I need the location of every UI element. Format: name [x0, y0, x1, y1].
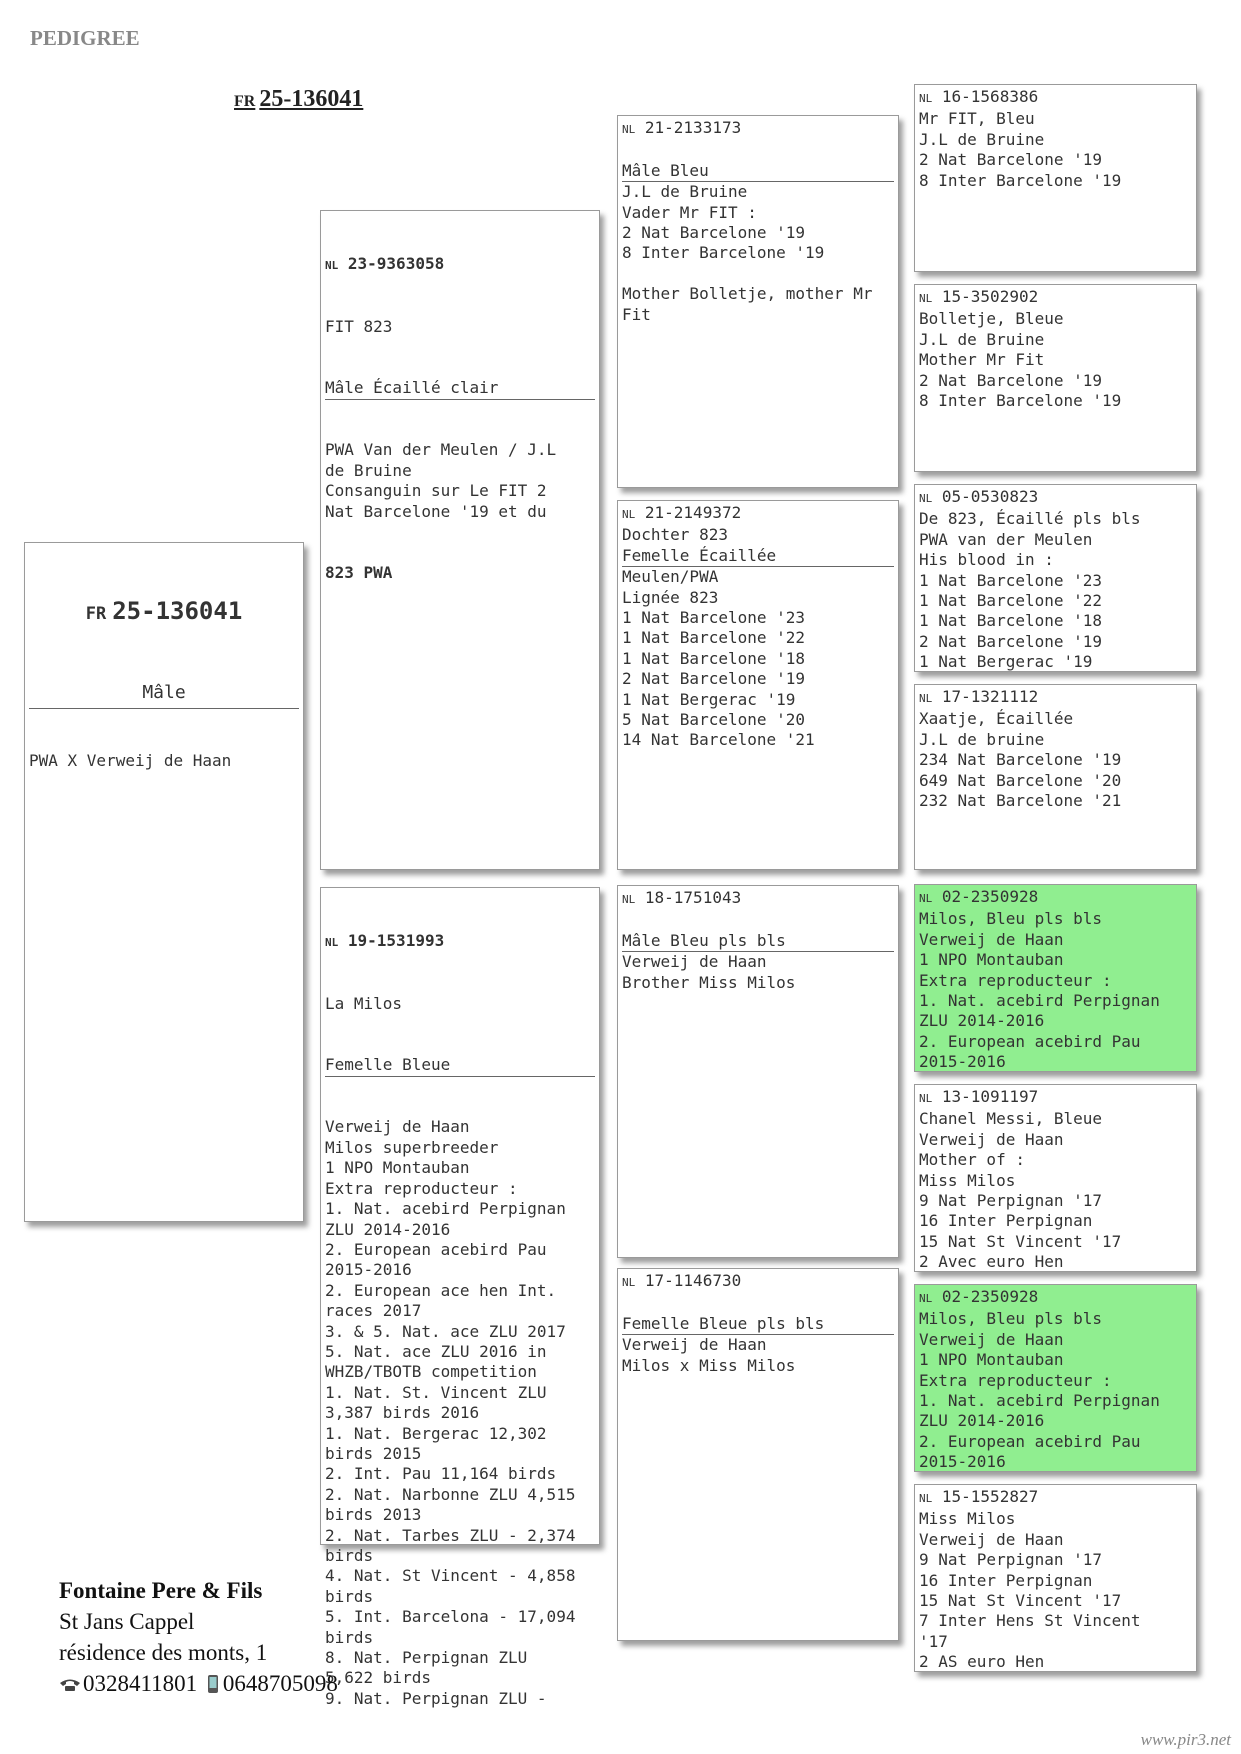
gen2-card[interactable] — [617, 1268, 899, 1641]
sire-note-line: Consanguin sur Le FIT 2 — [325, 481, 547, 501]
dam-note-line: 1. Nat. St. Vincent ZLU — [325, 1382, 547, 1402]
gen3-card[interactable] — [914, 684, 1197, 870]
country-code: NL — [919, 292, 933, 305]
note-line: J.L de Bruine — [919, 329, 1045, 349]
country-code: NL — [919, 1292, 933, 1305]
note-line: ZLU 2014-2016 — [919, 1011, 1045, 1031]
sire-notes — [325, 440, 595, 522]
country-code: NL — [919, 892, 933, 905]
note-line: 16 Inter Perpignan — [919, 1211, 1093, 1231]
country-code: NL — [919, 492, 933, 505]
bird-name — [622, 140, 894, 160]
note-line: 2. European acebird Pau — [919, 1031, 1141, 1051]
country-code: NL — [622, 508, 636, 521]
dam-ring — [325, 931, 595, 953]
note-line: J.L de bruine — [919, 729, 1045, 749]
dam-note-line: Extra reproducteur : — [325, 1178, 518, 1198]
note-line: 2. European acebird Pau — [919, 1431, 1141, 1451]
main-country: FR — [234, 93, 256, 110]
sire-country: NL — [325, 258, 339, 272]
note-line: Milos x Miss Milos — [622, 1355, 796, 1375]
note-line: 2015-2016 — [919, 1052, 1006, 1072]
dam-note-line: 2. European acebird Pau — [325, 1239, 547, 1259]
gen3-card[interactable] — [914, 884, 1197, 1072]
sire-note-line: Nat Barcelone '19 et du — [325, 501, 547, 521]
note-line: 1 Nat Barcelone '23 — [622, 608, 806, 628]
dam-note-line: birds 2013 — [325, 1505, 422, 1525]
bird-color: Mâle Bleu pls bls — [622, 931, 894, 952]
note-line: 1. Nat. acebird Perpignan — [919, 1391, 1160, 1411]
sire-name: FIT 823 — [325, 317, 393, 337]
note-line: 2015-2016 — [919, 1452, 1006, 1472]
note-line: 2 Avec euro Hen — [919, 1252, 1064, 1272]
dam-note-line: birds — [325, 1586, 374, 1606]
ring-number — [622, 1271, 894, 1293]
dam-note-line: 5. Int. Barcelona - 17,094 — [325, 1607, 576, 1627]
gen3-card[interactable] — [914, 284, 1197, 472]
note-line: 2 AS euro Hen — [919, 1652, 1045, 1672]
note-line: Vader Mr FIT : — [622, 202, 757, 222]
dam-note-line: 9. Nat. Perpignan ZLU - — [325, 1688, 547, 1708]
note-line: '17 — [919, 1631, 948, 1651]
dam-note-line: 1 NPO Montauban — [325, 1158, 470, 1178]
ring-number — [622, 888, 894, 910]
note-line: 1. Nat. acebird Perpignan — [919, 991, 1160, 1011]
ring-number — [919, 887, 1192, 909]
note-line: 9 Nat Perpignan '17 — [919, 1191, 1103, 1211]
note-line: 2 Nat Barcelone '19 — [622, 223, 806, 243]
sire-card[interactable] — [320, 210, 600, 870]
gen3-card[interactable] — [914, 1084, 1197, 1272]
note-line: Miss Milos — [919, 1170, 1016, 1190]
ring-number — [919, 1287, 1192, 1309]
note-line: 14 Nat Barcelone '21 — [622, 730, 815, 750]
dam-note-line: 5,622 birds — [325, 1668, 431, 1688]
note-line: Bolletje, Bleue — [919, 309, 1064, 329]
dam-country: NL — [325, 935, 339, 949]
country-code: NL — [919, 92, 933, 105]
ring-value: 21-2149372 — [644, 503, 742, 522]
note-line: Extra reproducteur : — [919, 970, 1112, 990]
dam-number: 19-1531993 — [347, 930, 445, 950]
note-line: 1 Nat Bergerac '19 — [919, 652, 1093, 672]
owner-block — [59, 1575, 338, 1699]
dam-note-line: 1. Nat. acebird Perpignan — [325, 1199, 566, 1219]
note-line: Mother Bolletje, mother Mr — [622, 284, 873, 304]
note-line: Verweij de Haan — [622, 1335, 767, 1355]
dam-card[interactable] — [320, 887, 600, 1708]
note-line: J.L de Bruine — [919, 129, 1045, 149]
note-line: Verweij de Haan — [622, 952, 767, 972]
note-line: 2 Nat Barcelone '19 — [919, 631, 1103, 651]
page-title: PEDIGREE — [30, 26, 140, 50]
ring-value: 02-2350928 — [941, 1287, 1039, 1306]
ring-number — [919, 87, 1192, 109]
note-line: De 823, Écaillé pls bls — [919, 509, 1141, 529]
note-line: 8 Inter Barcelone '19 — [919, 391, 1122, 411]
ring-value: 05-0530823 — [941, 487, 1039, 506]
note-line: 8 Inter Barcelone '19 — [919, 170, 1122, 190]
ring-value: 15-1552827 — [941, 1487, 1039, 1506]
subject-sex: Mâle — [29, 678, 299, 709]
ring-number — [622, 118, 894, 140]
subject-ring — [29, 594, 299, 631]
dam-notes — [325, 1117, 595, 1709]
note-line: PWA van der Meulen — [919, 529, 1093, 549]
dam-color: Femelle Bleue — [325, 1055, 595, 1076]
ring-value: 21-2133173 — [644, 118, 742, 137]
ring-value: 18-1751043 — [644, 888, 742, 907]
mobile-number[interactable]: 0648705098 — [222, 1671, 338, 1696]
ring-number — [919, 1487, 1192, 1509]
note-line: Fit — [622, 304, 651, 324]
gen3-card[interactable] — [914, 84, 1197, 272]
note-line: 2 Nat Barcelone '19 — [919, 150, 1103, 170]
note-line: Verweij de Haan — [919, 1529, 1064, 1549]
sire-number: 23-9363058 — [347, 253, 445, 273]
subject-description: PWA X Verweij de Haan — [29, 751, 232, 771]
owner-address: résidence des monts, 1 — [59, 1640, 268, 1665]
dam-note-line: WHZB/TBOTB competition — [325, 1362, 537, 1382]
bird-color: Femelle Bleue pls bls — [622, 1314, 894, 1335]
ring-number — [919, 287, 1192, 309]
gen2-card[interactable] — [617, 885, 899, 1258]
note-line: Mr FIT, Bleu — [919, 109, 1035, 129]
note-line: 15 Nat St Vincent '17 — [919, 1591, 1122, 1611]
dam-note-line: 4. Nat. St Vincent - 4,858 — [325, 1566, 576, 1586]
owner-name: Fontaine Pere & Fils — [59, 1578, 263, 1603]
note-line: Lignée 823 — [622, 587, 719, 607]
note-line: Xaatje, Écaillée — [919, 709, 1074, 729]
note-line: 7 Inter Hens St Vincent — [919, 1611, 1141, 1631]
note-line: Brother Miss Milos — [622, 972, 796, 992]
note-line: 1 Nat Barcelone '18 — [919, 611, 1103, 631]
note-line: 16 Inter Perpignan — [919, 1570, 1093, 1590]
dam-note-line: birds 2015 — [325, 1443, 422, 1463]
note-line: 234 Nat Barcelone '19 — [919, 750, 1122, 770]
dam-name: La Milos — [325, 994, 403, 1014]
note-line: Extra reproducteur : — [919, 1370, 1112, 1390]
note-line: Mother of : — [919, 1150, 1025, 1170]
dam-note-line: 8. Nat. Perpignan ZLU — [325, 1648, 528, 1668]
note-line: J.L de Bruine — [622, 182, 748, 202]
dam-note-line: 5. Nat. ace ZLU 2016 in — [325, 1341, 547, 1361]
note-line: 1 NPO Montauban — [919, 950, 1064, 970]
ring-value: 13-1091197 — [941, 1087, 1039, 1106]
dam-note-line: 3. & 5. Nat. ace ZLU 2017 — [325, 1321, 566, 1341]
gen3-card[interactable] — [914, 1484, 1197, 1672]
sire-notes-bold: 823 PWA — [325, 562, 393, 582]
country-code: NL — [919, 1492, 933, 1505]
note-line: Mother Mr Fit — [919, 350, 1045, 370]
note-line: Chanel Messi, Bleue — [919, 1109, 1103, 1129]
subject-card[interactable] — [24, 542, 304, 1222]
sire-note-line: PWA Van der Meulen / J.L — [325, 440, 557, 460]
sire-ring — [325, 254, 595, 276]
ring-value: 16-1568386 — [941, 87, 1039, 106]
country-code: NL — [919, 692, 933, 705]
country-code: NL — [622, 123, 636, 136]
mobile-icon — [207, 1671, 219, 1691]
note-line: His blood in : — [919, 550, 1054, 570]
note-line: 5 Nat Barcelone '20 — [622, 710, 806, 730]
ring-value: 17-1146730 — [644, 1271, 742, 1290]
note-line — [622, 264, 894, 284]
note-line: Milos, Bleu pls bls — [919, 1309, 1103, 1329]
subject-number: 25-136041 — [112, 596, 243, 625]
note-line: 1 Nat Barcelone '22 — [622, 628, 806, 648]
note-line: 1 Nat Barcelone '18 — [622, 648, 806, 668]
note-line: Verweij de Haan — [919, 1329, 1064, 1349]
owner-contact — [59, 1668, 338, 1699]
note-line: 649 Nat Barcelone '20 — [919, 770, 1122, 790]
note-line: Verweij de Haan — [919, 929, 1064, 949]
country-code: NL — [622, 893, 636, 906]
dam-note-line: 2. Nat. Tarbes ZLU - 2,374 — [325, 1525, 576, 1545]
dam-note-line: birds — [325, 1546, 374, 1565]
note-line: 1 NPO Montauban — [919, 1350, 1064, 1370]
bird-name: Dochter 823 — [622, 525, 728, 545]
phone-icon — [59, 1669, 81, 1683]
bird-name — [622, 1293, 894, 1313]
ring-number — [622, 503, 894, 525]
gen2-card[interactable] — [617, 115, 899, 488]
note-line: 232 Nat Barcelone '21 — [919, 791, 1122, 811]
ring-value: 15-3502902 — [941, 287, 1039, 306]
note-line: 1 Nat Bergerac '19 — [622, 689, 796, 709]
country-code: NL — [919, 1092, 933, 1105]
phone-number[interactable]: 0328411801 — [83, 1671, 198, 1696]
bird-color: Mâle Bleu — [622, 161, 894, 182]
sire-note-line: de Bruine — [325, 460, 412, 480]
dam-note-line: 1. Nat. Bergerac 12,302 — [325, 1423, 547, 1443]
note-line: 8 Inter Barcelone '19 — [622, 243, 825, 263]
note-line: ZLU 2014-2016 — [919, 1411, 1045, 1431]
dam-note-line: races 2017 — [325, 1301, 422, 1321]
ring-value: 02-2350928 — [941, 887, 1039, 906]
note-line: 1 Nat Barcelone '22 — [919, 591, 1103, 611]
country-code: NL — [622, 1276, 636, 1289]
dam-note-line: Verweij de Haan — [325, 1117, 470, 1137]
note-line: 2 Nat Barcelone '19 — [622, 669, 806, 689]
note-line: Verweij de Haan — [919, 1129, 1064, 1149]
note-line: 15 Nat St Vincent '17 — [919, 1231, 1122, 1251]
dam-note-line: ZLU 2014-2016 — [325, 1219, 451, 1239]
gen2-card[interactable] — [617, 500, 899, 870]
note-line: Miss Milos — [919, 1509, 1016, 1529]
sire-color: Mâle Écaillé clair — [325, 378, 595, 399]
note-line: 1 Nat Barcelone '23 — [919, 570, 1103, 590]
gen3-card[interactable] — [914, 484, 1197, 672]
subject-country: FR — [85, 603, 107, 624]
main-number: 25-136041 — [259, 86, 364, 112]
ring-number — [919, 487, 1192, 509]
bird-color: Femelle Écaillée — [622, 546, 894, 567]
ring-number — [919, 687, 1192, 709]
owner-city: St Jans Cappel — [59, 1609, 195, 1634]
note-line: Milos, Bleu pls bls — [919, 909, 1103, 929]
note-line: 9 Nat Perpignan '17 — [919, 1550, 1103, 1570]
dam-note-line: Milos superbreeder — [325, 1137, 499, 1157]
dam-note-line: 2. European ace hen Int. — [325, 1280, 557, 1300]
note-line: 2 Nat Barcelone '19 — [919, 370, 1103, 390]
footer-site[interactable]: www.pir3.net — [1140, 1730, 1231, 1749]
dam-note-line: 2015-2016 — [325, 1260, 412, 1280]
ring-number — [919, 1087, 1192, 1109]
dam-note-line: birds — [325, 1627, 374, 1647]
bird-name — [622, 910, 894, 930]
note-line: Meulen/PWA — [622, 567, 719, 587]
ring-value: 17-1321112 — [941, 687, 1039, 706]
dam-note-line: 2. Int. Pau 11,164 birds — [325, 1464, 557, 1484]
dam-note-line: 3,387 birds 2016 — [325, 1403, 480, 1423]
gen3-card[interactable] — [914, 1284, 1197, 1472]
main-ring-number — [234, 86, 363, 113]
dam-note-line: 2. Nat. Narbonne ZLU 4,515 — [325, 1484, 576, 1504]
